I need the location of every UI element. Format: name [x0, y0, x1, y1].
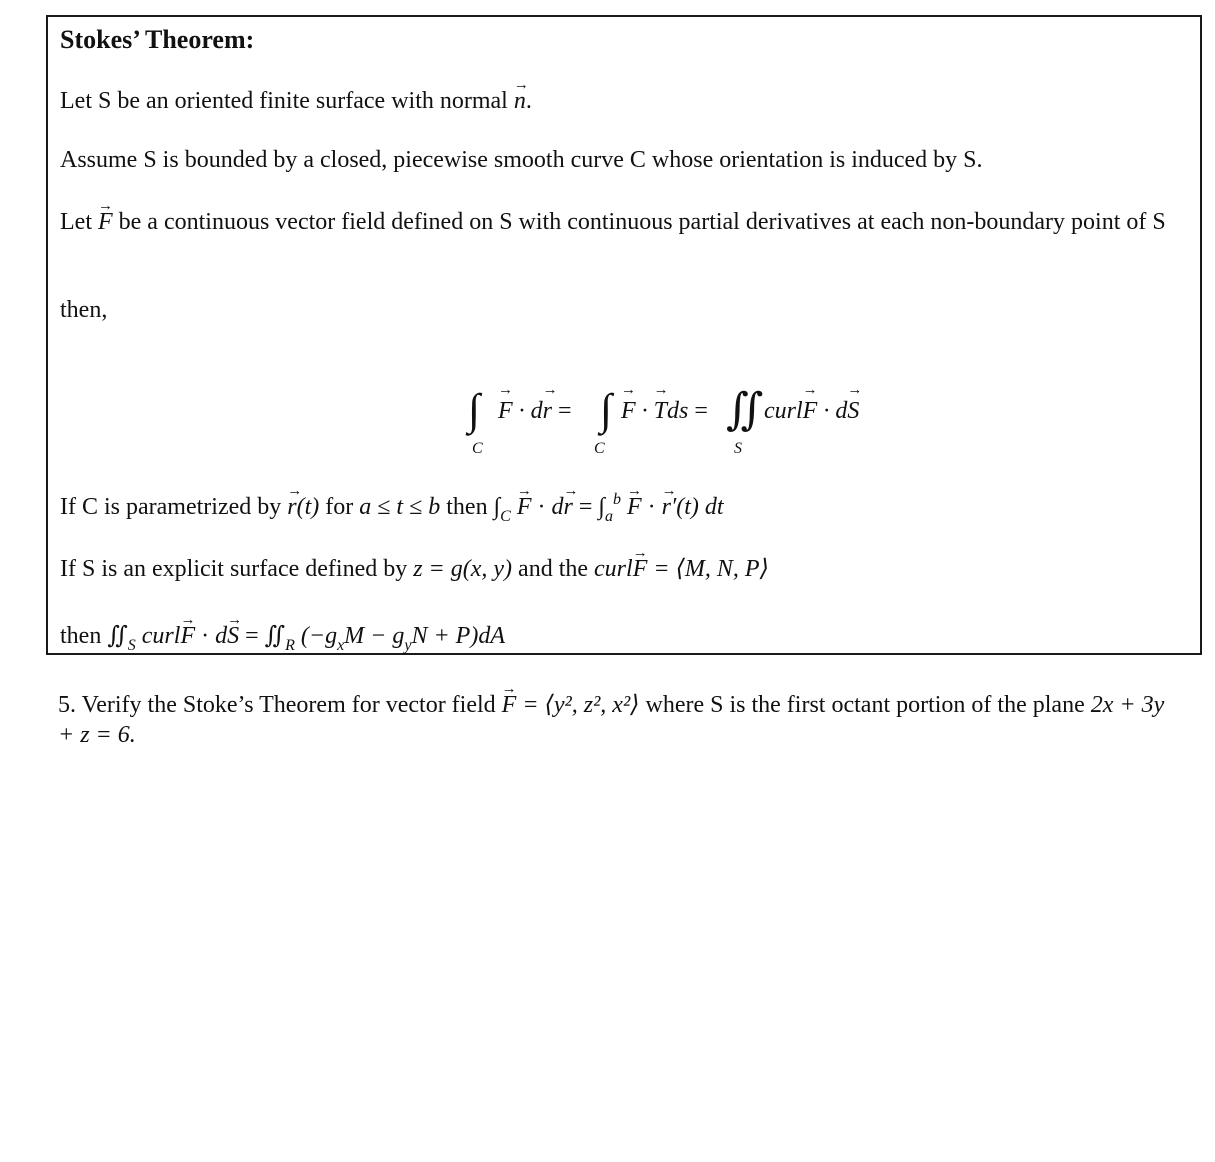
- theorem-line-normal: Let S be an oriented finite surface with normal n →.: [60, 87, 532, 115]
- theorem-box: [46, 15, 1202, 655]
- theorem-line-field: Let F → be a continuous vector field defined on S with continuous partial derivatives at each non-boundary point of S: [60, 208, 1190, 237]
- surface-integral-sign: ∬: [726, 385, 764, 434]
- theorem-line-explicit-surface: If S is an explicit surface defined by z = g(x, y) and the curlF → = ⟨M, N, P⟩: [60, 555, 769, 583]
- vector-F: F →: [98, 208, 113, 237]
- theorem-line-boundary: Assume S is bounded by a closed, piecewise smooth curve C whose orientation is induced by S.: [60, 147, 983, 173]
- theorem-line-then: then,: [60, 297, 108, 323]
- theorem-line-formula: then $∬_S$ curlF → · dS → = $∬_R$ $(-g_xM - g_yN + P)dA$: [60, 622, 505, 660]
- line-integral-sign-2: ∫: [600, 385, 613, 434]
- stokes-equation: ∫ C F → · dr → = ∫ C F → · T →ds = ∬ S curlF → · dS →: [418, 382, 918, 462]
- theorem-heading: Stokes’ Theorem:: [60, 25, 255, 54]
- problem-5: 5. Verify the Stoke’s Theorem for vector field F → = ⟨y², z², x²⟩ where S is the first octant portion of the plane 2x + 3y + z = 6.: [58, 690, 1178, 750]
- vector-F: F →: [502, 690, 517, 720]
- vector-n: n →: [514, 87, 526, 115]
- theorem-line-parametrized: If C is parametrized by r →(t) for a ≤ t ≤ b then $\int_C$ F → · dr → = $\int_a^b$ F → · r →′(t) dt: [60, 486, 724, 531]
- line-integral-sign: ∫: [468, 385, 481, 434]
